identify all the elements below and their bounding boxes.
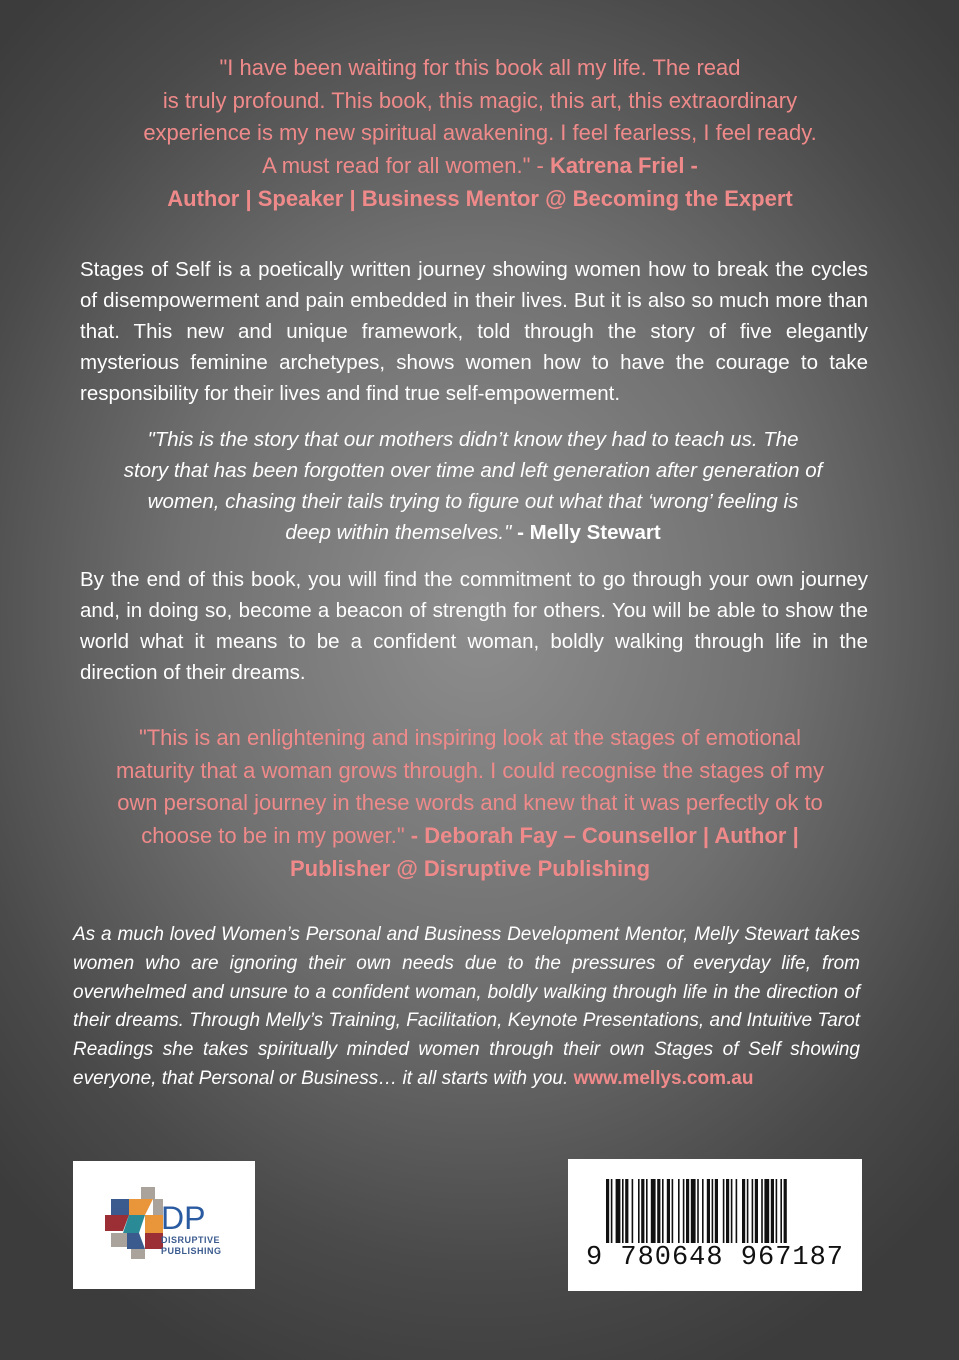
barcode-bar — [625, 1179, 628, 1243]
endorsement-quote-bottom — [80, 722, 860, 886]
barcode-bar — [691, 1179, 696, 1243]
quote-text: choose to be in my power." — [141, 823, 411, 849]
barcode-bar — [611, 1179, 613, 1243]
barcode-bar — [662, 1179, 664, 1243]
quote-line: maturity that a woman grows through. I could recognise the stages of my — [115, 757, 825, 783]
quote-line: "This is the story that our mothers didn’t know they had to teach us. The — [147, 428, 799, 451]
barcode-bar — [723, 1179, 725, 1243]
barcode-bar — [755, 1179, 758, 1243]
quote-text: A must read for all women." - — [262, 153, 550, 179]
barcode-digits: 9 780648 967187 — [585, 1243, 845, 1273]
barcode-bar — [742, 1179, 745, 1243]
quote-attribution-title: Publisher @ Disruptive Publishing — [289, 855, 651, 881]
barcode-bar — [683, 1179, 685, 1243]
quote-line: women, chasing their tails trying to figure out what that ‘wrong’ feeling is — [147, 490, 799, 513]
quote-attribution: Katrena Friel - — [549, 153, 698, 179]
barcode-bar — [761, 1179, 763, 1243]
barcode-bar — [784, 1179, 787, 1243]
barcode-bar — [776, 1179, 778, 1243]
logo-line2: PUBLISHING — [161, 1246, 222, 1256]
quote-line — [80, 820, 860, 853]
bio-text: As a much loved Women’s Personal and Business Development Mentor, Melly Stewart takes women who are ignoring their own needs due to the pressures of everyday life, from overwhelmed and unsure to a confident woman, boldly walking through life in the direction of their dreams. Through Melly’s Training, Facilitation, Keynote Presentations, and Intuitive Tarot Readings she takes spiritually minded women through their own Stages of Self showing everyone, that Personal or Business… it all starts with you. — [73, 924, 860, 1089]
quote-attribution-title: Author | Speaker | Business Mentor @ Becoming the Expert — [167, 185, 793, 211]
barcode-bar — [752, 1179, 754, 1243]
publisher-logo — [73, 1161, 255, 1289]
quote-line: story that has been forgotten over time and left generation after generation of — [123, 459, 823, 482]
barcode-bar — [616, 1179, 621, 1243]
barcode-bar — [622, 1179, 624, 1243]
endorsement-quote-top — [90, 52, 870, 216]
quote-line: own personal journey in these words and knew that it was perfectly ok to — [117, 790, 823, 816]
barcode-bar — [780, 1179, 782, 1243]
closing-paragraph: By the end of this book, you will find the commitment to go through your own journey and, in doing so, become a beacon of strength for others. You will be able to show the world what it means to be a confident woman, boldly walking through life in the direction of their dreams. — [80, 568, 868, 684]
author-quote — [85, 424, 861, 548]
disruptive-publishing-logo-icon — [73, 1161, 255, 1289]
quote-line: is truly profound. This book, this magic, this art, this extraordinary — [162, 87, 798, 113]
barcode-bar — [697, 1179, 699, 1243]
barcode-bar — [651, 1179, 656, 1243]
barcode-bar — [678, 1179, 680, 1243]
barcode-bar — [731, 1179, 733, 1243]
quote-line: experience is my new spiritual awakening. I feel fearless, I feel ready. — [143, 120, 817, 146]
quote-line — [90, 150, 870, 183]
barcode-bar — [715, 1179, 718, 1243]
barcode-bar — [632, 1179, 634, 1243]
barcode-bar — [712, 1179, 714, 1243]
barcode-bar — [702, 1179, 704, 1243]
barcode-bar — [764, 1179, 769, 1243]
barcode-bar — [667, 1179, 670, 1243]
logo-line1: DISRUPTIVE — [161, 1235, 221, 1245]
barcode-bar — [726, 1179, 729, 1243]
barcode-bar — [686, 1179, 689, 1243]
barcode-bar — [606, 1179, 609, 1243]
barcode-bar — [641, 1179, 644, 1243]
quote-attribution: - Melly Stewart — [517, 521, 661, 544]
barcode-bar — [638, 1179, 640, 1243]
quote-attribution: - Deborah Fay – Counsellor | Author | — [410, 823, 799, 849]
author-website-link[interactable]: www.mellys.com.au — [573, 1067, 754, 1089]
barcode-bar — [646, 1179, 648, 1243]
barcode-bar — [657, 1179, 660, 1243]
barcode-bar — [771, 1179, 774, 1243]
isbn-barcode — [568, 1159, 862, 1291]
quote-line: "I have been waiting for this book all my life. The read — [219, 55, 741, 80]
book-description: Stages of Self is a poetically written journey showing women how to break the cycles of disempowerment and pain embedded in their lives. But it is also so much more than that. This new and unique framework, told through the story of five elegantly mysterious feminine archetypes, shows women how to have the courage to take responsibility for their lives and find true self-empowerment. — [80, 258, 868, 405]
barcode-bar — [672, 1179, 674, 1243]
quote-line — [85, 517, 861, 548]
barcode-bar — [707, 1179, 710, 1243]
quote-text: deep within themselves." — [285, 521, 518, 544]
barcode-bar — [736, 1179, 738, 1243]
author-bio — [73, 921, 860, 1094]
quote-line: "This is an enlightening and inspiring look at the stages of emotional — [138, 725, 802, 750]
logo-mark: DP — [161, 1200, 206, 1236]
barcode-bar — [747, 1179, 749, 1243]
